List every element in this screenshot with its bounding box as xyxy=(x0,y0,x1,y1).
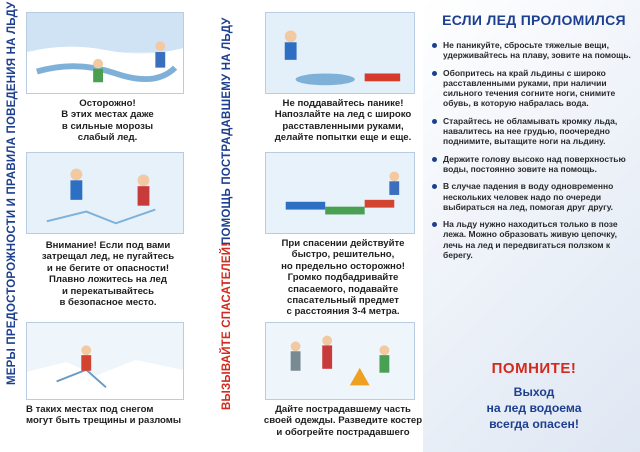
bullet-icon xyxy=(432,71,437,76)
help-side-title: ПОМОЩЬ ПОСТРАДАВШЕМУ НА ЛЬДУ xyxy=(221,17,233,245)
caption-ice-cracking: Внимание! Если под вами затрещал лед, не пугайтесь и не бегите от опасности! Плавно ложитесь на лед и перекатывайтесь в безопасное место. xyxy=(41,240,175,309)
illustration-human-chain xyxy=(265,152,415,234)
tip-item: На льду нужно находиться только в позе лежа. Можно образовать живую цепочку, лечь на лед и передвигаться ползком к берегу. xyxy=(432,219,632,260)
precautions-column xyxy=(0,0,215,452)
bullet-icon xyxy=(432,222,437,227)
remember-heading: ПОМНИТЕ! xyxy=(491,360,577,377)
caption-rescue-fast: При спасении действуйте быстро, решительно, но предельно осторожно! Громко подбадривайте спасаемого, подавайте спасательный предмет с расстояния 3-4 метра. xyxy=(281,238,405,318)
illustration-cracks-under-snow xyxy=(26,322,184,400)
bullet-icon xyxy=(432,43,437,48)
ice-danger-warning: Выход на лед водоема всегда опасен! xyxy=(486,385,582,431)
if-ice-breaks-title: ЕСЛИ ЛЕД ПРОЛОМИЛСЯ xyxy=(442,12,626,28)
caption-cracks-under-snow: В таких местах под снегом могут быть трещины и разломы xyxy=(26,404,182,427)
precautions-side-title: МЕРЫ ПРЕДОСТОРОЖНОСТИ И ПРАВИЛА ПОВЕДЕНИЯ НА ЛЬДУ xyxy=(6,1,18,385)
tip-item: Обопритесь на край льдины с широко расставленными руками, при наличии сильного течения согните ноги, снимите обувь, в которую набралась вода. xyxy=(432,68,632,109)
caption-thin-ice: Осторожно! В этих местах даже в сильные морозы слабый лед. xyxy=(61,98,154,144)
tip-item: Старайтесь не обламывать кромку льда, навалитесь на нее грудью, поочередно поднимите, вытащите ноги на льдину. xyxy=(432,116,632,147)
illustration-warm-victim xyxy=(265,322,415,400)
illustration-ice-cracking xyxy=(26,152,184,234)
illustration-thin-ice xyxy=(26,12,184,94)
caption-warm-victim: Дайте пострадавшему часть своей одежды. Разведите костер и обогрейте пострадавшего xyxy=(263,404,423,438)
caption-crawl-to-victim: Не поддавайтесь панике! Напозлайте на лед с широко расставленными руками, делайте попытки еще и еще. xyxy=(274,98,412,144)
tips-list xyxy=(432,40,632,267)
bullet-icon xyxy=(432,119,437,124)
tip-item: В случае падения в воду одновременно нескольких человек надо по очереди выбираться на лед, помогая друг другу. xyxy=(432,181,632,212)
call-rescuers-side-title: ВЫЗЫВАЙТЕ СПАСАТЕЛЕЙ! xyxy=(221,242,233,410)
tip-item: Не паникуйте, сбросьте тяжелые вещи, удерживайтесь на плаву, зовите на помощь. xyxy=(432,40,632,61)
bullet-icon xyxy=(432,157,437,162)
bullet-icon xyxy=(432,184,437,189)
tip-item: Держите голову высоко над поверхностью воды, постоянно зовите на помощь. xyxy=(432,154,632,175)
illustration-crawl-to-victim xyxy=(265,12,415,94)
help-column xyxy=(215,0,423,452)
